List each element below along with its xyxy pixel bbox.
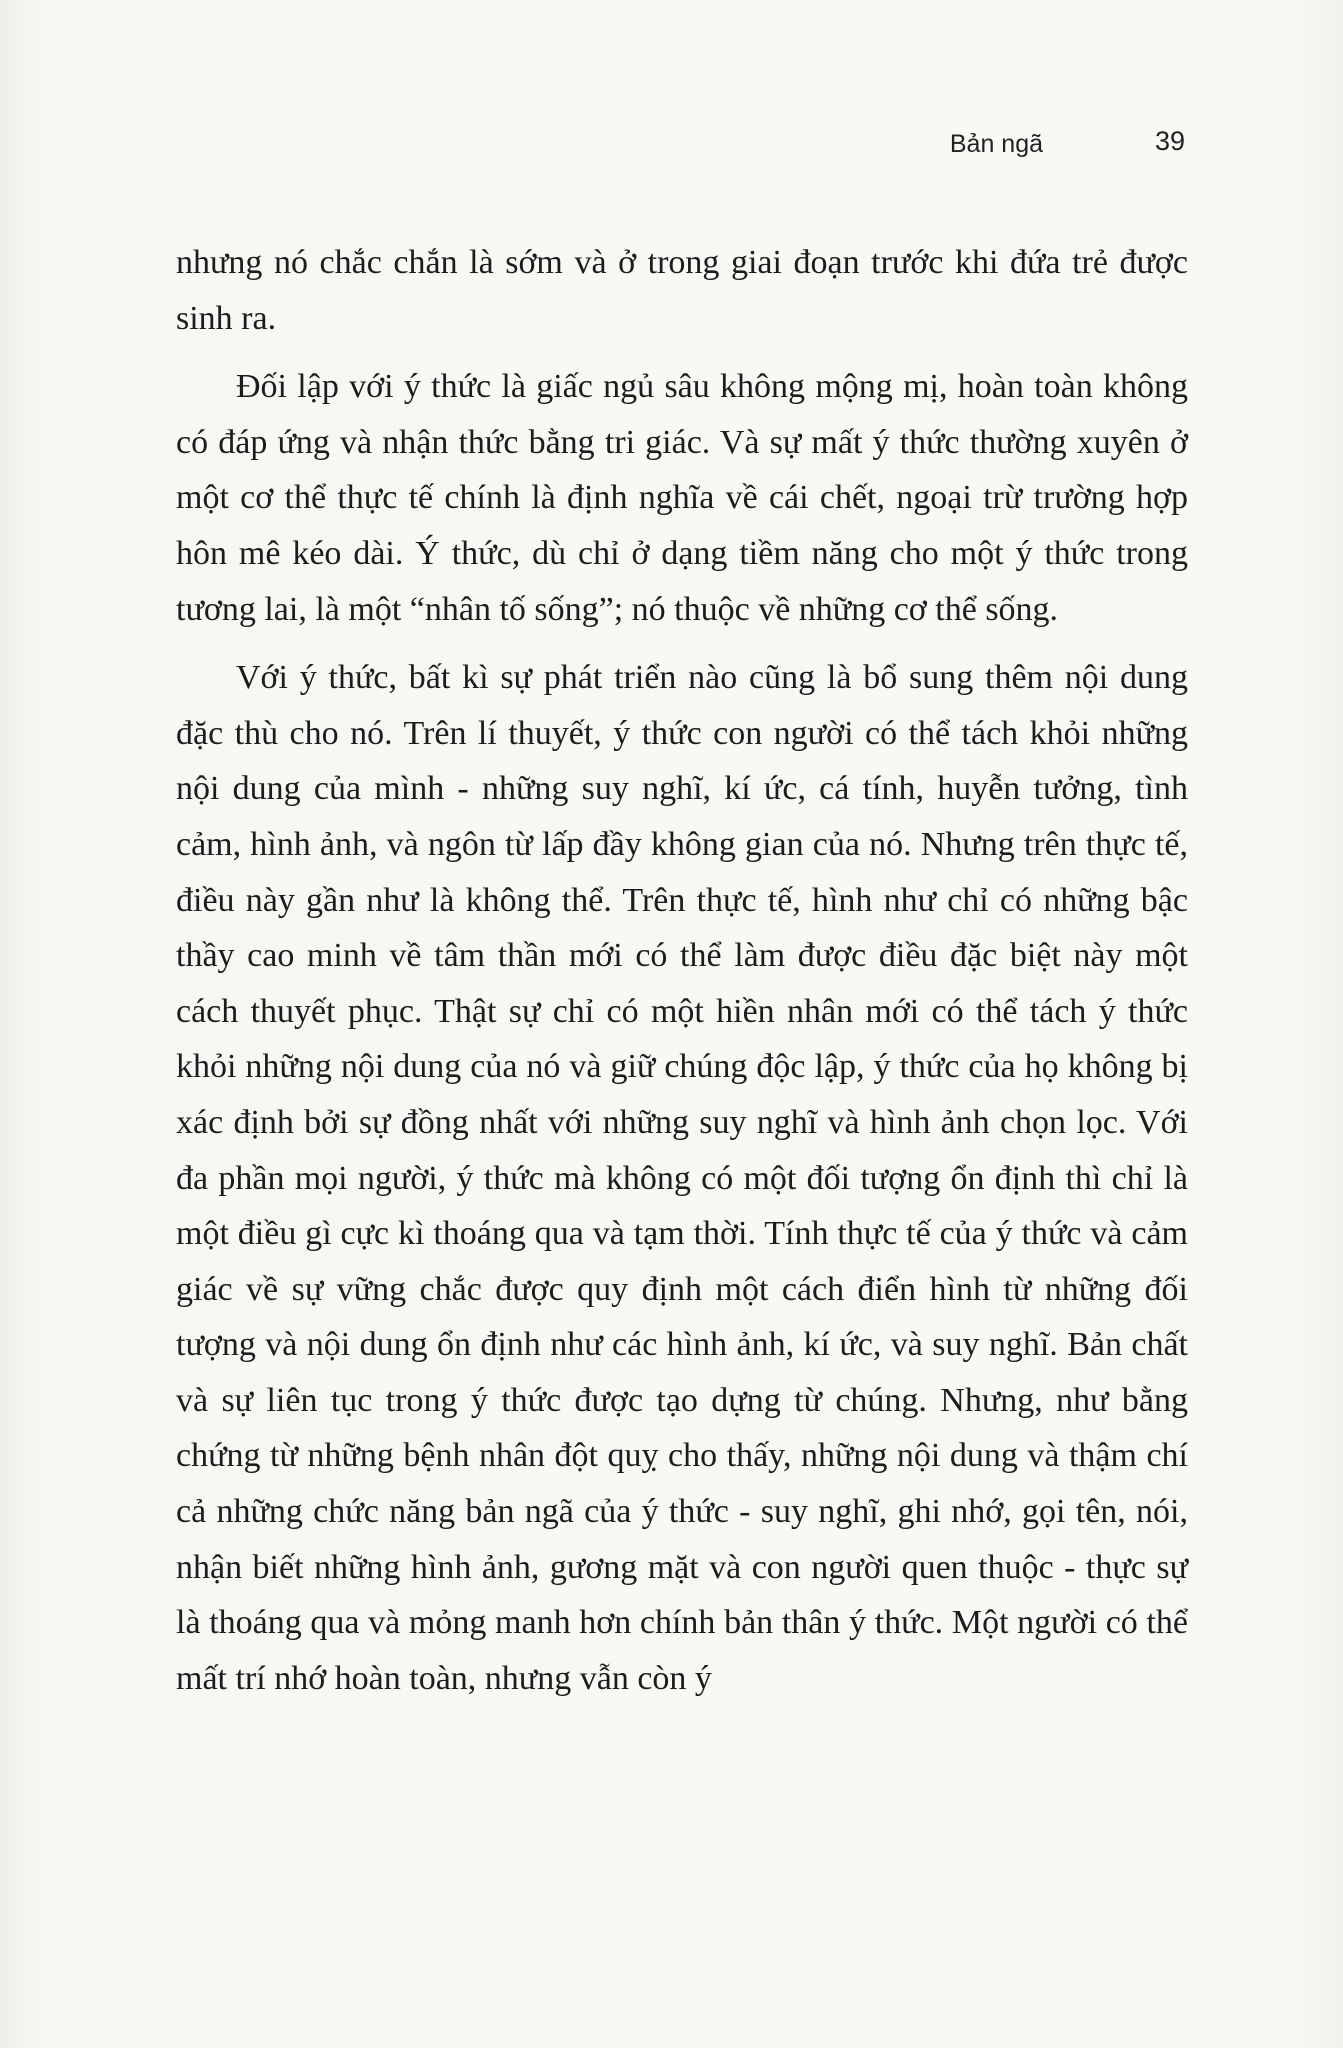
page-header [0, 122, 1343, 162]
body-text [176, 235, 1188, 1719]
page-number: 39 [1154, 126, 1185, 156]
paragraph-1: nhưng nó chắc chắn là sớm và ở trong giai đoạn trước khi đứa trẻ được sinh ra. [176, 244, 1188, 337]
running-title: Bản ngã [949, 130, 1043, 158]
paragraph-2: Đối lập với ý thức là giấc ngủ sâu không mộng mị, hoàn toàn không có đáp ứng và nhận thức bằng tri giác. Và sự mất ý thức thường xuyên ở một cơ thể thực tế chính là định nghĩa về cái chết, ngoại trừ trường hợp hôn mê kéo dài. Ý thức, dù chỉ ở dạng tiềm năng cho một ý thức trong tương lai, là một “nhân tố sống”; nó thuộc về những cơ thể sống. [176, 368, 1188, 628]
paragraph-3: Với ý thức, bất kì sự phát triển nào cũng là bổ sung thêm nội dung đặc thù cho nó. Trên lí thuyết, ý thức con người có thể tách khỏi những nội dung của mình - những suy nghĩ, kí ức, cá tính, huyễn tưởng, tình cảm, hình ảnh, và ngôn từ lấp đầy không gian của nó. Nhưng trên thực tế, điều này gần như là không thể. Trên thực tế, hình như chỉ có những bậc thầy cao minh về tâm thần mới có thể làm được điều đặc biệt này một cách thuyết phục. Thật sự chỉ có một hiền nhân mới có thể tách ý thức khỏi những nội dung của nó và giữ chúng độc lập, ý thức của họ không bị xác định bởi sự đồng nhất với những suy nghĩ và hình ảnh chọn lọc. Với đa phần mọi người, ý thức mà không có một đối tượng ổn định thì chỉ là một điều gì cực kì thoáng qua và tạm thời. Tính thực tế của ý thức và cảm giác về sự vững chắc được quy định một cách điển hình từ những đối tượng và nội dung ổn định như các hình ảnh, kí ức, và suy nghĩ. Bản chất và sự liên tục trong ý thức được tạo dựng từ chúng. Nhưng, như bằng chứng từ những bệnh nhân đột quỵ cho thấy, những nội dung và thậm chí cả những chức năng bản ngã của ý thức - suy nghĩ, ghi nhớ, gọi tên, nói, nhận biết những hình ảnh, gương mặt và con người quen thuộc - thực sự là thoáng qua và mỏng manh hơn chính bản thân ý thức. Một người có thể mất trí nhớ hoàn toàn, nhưng vẫn còn ý [176, 659, 1188, 1697]
